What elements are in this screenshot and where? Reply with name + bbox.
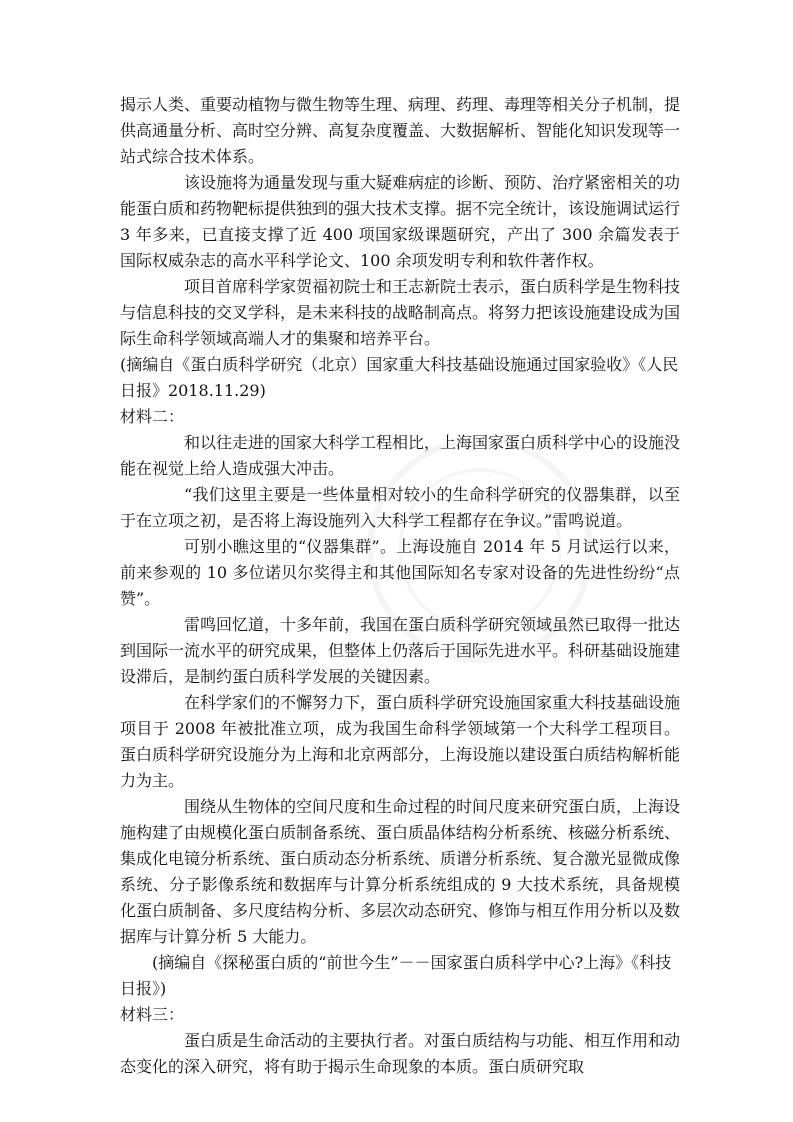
paragraph-3: 项目首席科学家贺福初院士和王志新院士表示，蛋白质科学是生物科技与信息科技的交叉学科，是未来科技的战略制高点。将努力把该设施建设成为国际生命科学领域高端人才的集聚和培养平台。: [120, 277, 681, 348]
paragraph-6: 可别小瞧这里的“仪器集群”。上海设施自 2014 年 5 月试运行以来，前来参观的 10 多位诺贝尔奖得主和其他国际知名专家对设备的先进性纷纷“点赞”。: [120, 537, 680, 608]
source-citation-1: (摘编自《蛋白质科学研究（北京）国家重大科技基础设施通过国家验收》《人民日报》2018.11.29): [120, 355, 679, 400]
section-label-material-2: 材料二：: [120, 407, 185, 426]
document-body: [120, 92, 680, 1080]
section-label-material-3: 材料三：: [120, 1005, 185, 1024]
source-citation-2: (摘编自《探秘蛋白质的“前世今生”－－国家蛋白质科学中心?上海》《科技日报》): [120, 953, 672, 998]
paragraph-4: 和以往走进的国家大科学工程相比，上海国家蛋白质科学中心的设施没能在视觉上给人造成强大冲击。: [120, 433, 681, 478]
paragraph-10: 蛋白质是生命活动的主要执行者。对蛋白质结构与功能、相互作用和动态变化的深入研究，将有助于揭示生命现象的本质。蛋白质研究取: [120, 1031, 681, 1076]
paragraph-8: 在科学家们的不懈努力下，蛋白质科学研究设施国家重大科技基础设施项目于 2008 年被批准立项，成为我国生命科学领域第一个大科学工程项目。蛋白质科学研究设施分为上海和北京两部分，上海设施以建设蛋白质结构解析能力为主。: [120, 693, 681, 790]
paragraph-2: 该设施将为通量发现与重大疑难病症的诊断、预防、治疗紧密相关的功能蛋白质和药物靶标提供独到的强大技术支撑。据不完全统计，该设施调试运行 3 年多来，已直接支撑了近 400 项国家级课题研究，产出了 300 余篇发表于国际权威杂志的高水平科学论文、100 余项发明专利和软件著作权。: [120, 173, 681, 270]
paragraph-1: 揭示人类、重要动植物与微生物等生理、病理、药理、毒理等相关分子机制，提供高通量分析、高时空分辨、高复杂度覆盖、大数据解析、智能化知识发现等一站式综合技术体系。: [120, 95, 681, 166]
paragraph-7: 雷鸣回忆道，十多年前，我国在蛋白质科学研究领域虽然已取得一批达到国际一流水平的研究成果，但整体上仍落后于国际先进水平。科研基础设施建设滞后，是制约蛋白质科学发展的关键因素。: [120, 615, 681, 686]
paragraph-5: “我们这里主要是一些体量相对较小的生命科学研究的仪器集群，以至于在立项之初，是否将上海设施列入大科学工程都存在争议。”雷鸣说道。: [120, 485, 680, 530]
paragraph-9: 围绕从生物体的空间尺度和生命过程的时间尺度来研究蛋白质，上海设施构建了由规模化蛋白质制备系统、蛋白质晶体结构分析系统、核磁分析系统、集成化电镜分析系统、蛋白质动态分析系统、质谱分析系统、复合激光显微成像系统、分子影像系统和数据库与计算分析系统组成的 9 大技术系统，具备规模化蛋白质制备、多尺度结构分析、多层次动态研究、修饰与相互作用分析以及数据库与计算分析 5 大能力。: [120, 797, 681, 946]
